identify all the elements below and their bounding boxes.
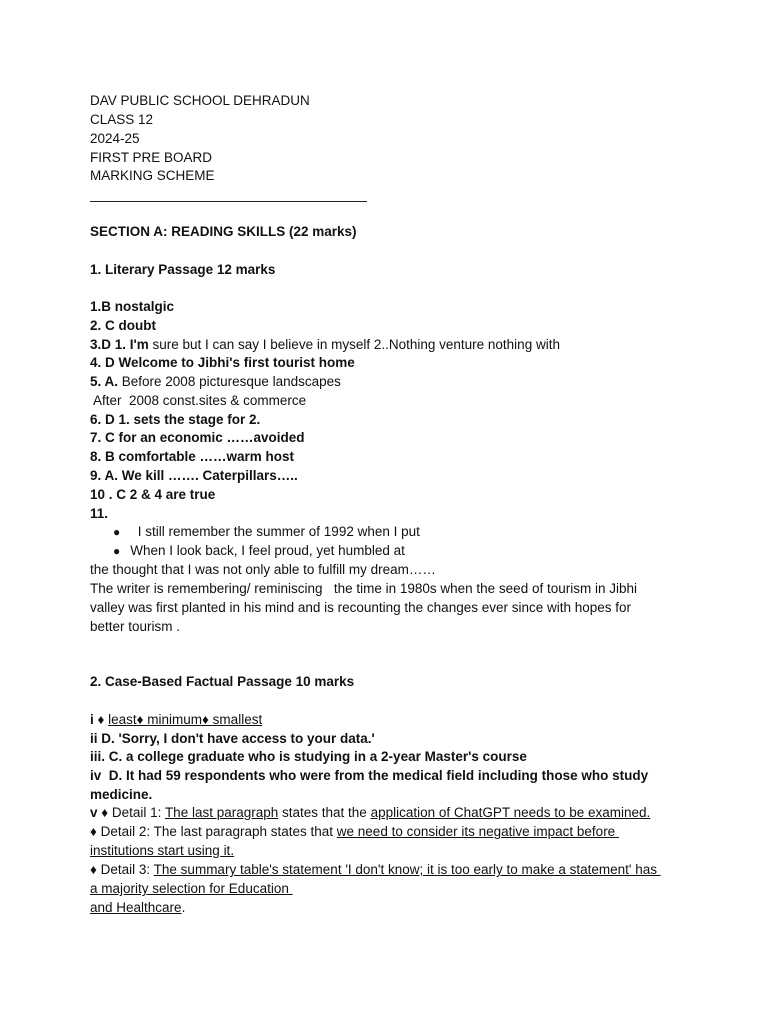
answer-11-para-3: better tourism .: [90, 619, 181, 634]
answer-11-bullet-2-text: When I look back, I feel proud, yet humbled at: [130, 543, 405, 558]
answer-11-line-3: the thought that I was not only able to fulfill my dream……: [90, 562, 436, 577]
answer-11: 11.: [90, 506, 109, 521]
q2-answer-ii: ii D. 'Sorry, I don't have access to your data.': [90, 731, 375, 746]
answer-5-text: Before 2008 picturesque landscapes: [118, 374, 341, 389]
q2-answer-v-detail-3-end: [90, 899, 185, 917]
q2-answer-v-detail-3: [90, 861, 661, 879]
q2-answer-v-detail-1: [90, 804, 650, 822]
q2-answer-iii: iii. C. a college graduate who is studying in a 2-year Master's course: [90, 749, 527, 764]
detail-3-period: .: [181, 900, 186, 915]
session-label: 2024-25: [90, 131, 140, 146]
q2-answer-i: [90, 711, 262, 729]
detail-2-prefix: ♦ Detail 2: The last paragraph states that: [90, 824, 337, 839]
q2-answer-iv-cont: medicine.: [90, 787, 153, 802]
answer-3-text: sure but I can say I believe in myself 2..Nothing venture nothing with: [148, 337, 560, 352]
detail-2-underline-a: we need to consider its negative impact before: [336, 824, 619, 839]
q2-answer-v-detail-2: [90, 823, 619, 841]
q1-heading: 1. Literary Passage 12 marks: [90, 262, 276, 277]
q2-heading: 2. Case-Based Factual Passage 10 marks: [90, 674, 355, 689]
q2-answer-i-text: least♦ minimum♦ smallest: [108, 712, 263, 727]
answer-11-bullet-1-text: I still remember the summer of 1992 when I put: [130, 524, 420, 539]
answer-8: 8. B comfortable ……warm host: [90, 449, 295, 464]
answer-5: [90, 373, 341, 391]
answer-11-bullet-2: [113, 542, 405, 560]
bullet-icon: ●: [113, 525, 121, 539]
answer-5-key: 5. A.: [90, 374, 119, 389]
answer-2: 2. C doubt: [90, 318, 156, 333]
answer-11-para-2: valley was first planted in his mind and is recounting the changes ever since with hopes for: [90, 600, 632, 615]
answer-11-para-1: The writer is remembering/ reminiscing the time in 1980s when the seed of tourism in Jibhi: [90, 581, 637, 596]
detail-1-prefix: ♦ Detail 1:: [101, 805, 165, 820]
exam-label: FIRST PRE BOARD: [90, 150, 213, 165]
answer-6: 6. D 1. sets the stage for 2.: [90, 412, 261, 427]
detail-1-underline-a: The last paragraph: [164, 805, 279, 820]
header-divider: [90, 201, 367, 202]
q2-answer-i-key: i ♦: [90, 712, 109, 727]
detail-1-middle: states that the: [278, 805, 371, 820]
q2-answer-v-key: v: [90, 805, 102, 820]
answer-5-line2: After 2008 const.sites & commerce: [90, 393, 307, 408]
answer-10: 10 . C 2 & 4 are true: [90, 487, 216, 502]
detail-3-underline-b: a majority selection for Education: [90, 881, 293, 896]
answer-3: [90, 336, 560, 354]
class-label: CLASS 12: [90, 112, 154, 127]
detail-3-prefix: ♦ Detail 3:: [90, 862, 154, 877]
answer-3-key: 3.D 1. I'm: [90, 337, 149, 352]
q2-answer-iv: iv D. It had 59 respondents who were from the medical field including those who study: [90, 768, 649, 783]
document-title: MARKING SCHEME: [90, 168, 215, 183]
answer-1: 1.B nostalgic: [90, 299, 175, 314]
section-a-heading: SECTION A: READING SKILLS (22 marks): [90, 224, 357, 239]
school-name: DAV PUBLIC SCHOOL DEHRADUN: [90, 93, 310, 108]
detail-2-underline-b: institutions start using it.: [90, 843, 235, 858]
detail-3-underline-a: The summary table's statement 'I don't know; it is too early to make a statement' has: [153, 862, 661, 877]
bullet-icon: ●: [113, 544, 121, 558]
answer-7: 7. C for an economic ……avoided: [90, 430, 305, 445]
answer-4: 4. D Welcome to Jibhi's first tourist home: [90, 355, 355, 370]
answer-9: 9. A. We kill ……. Caterpillars…..: [90, 468, 298, 483]
detail-3-underline-c: and Healthcare: [90, 900, 182, 915]
detail-1-underline-b: application of ChatGPT needs to be examined.: [370, 805, 651, 820]
answer-11-bullet-1: [113, 523, 420, 541]
